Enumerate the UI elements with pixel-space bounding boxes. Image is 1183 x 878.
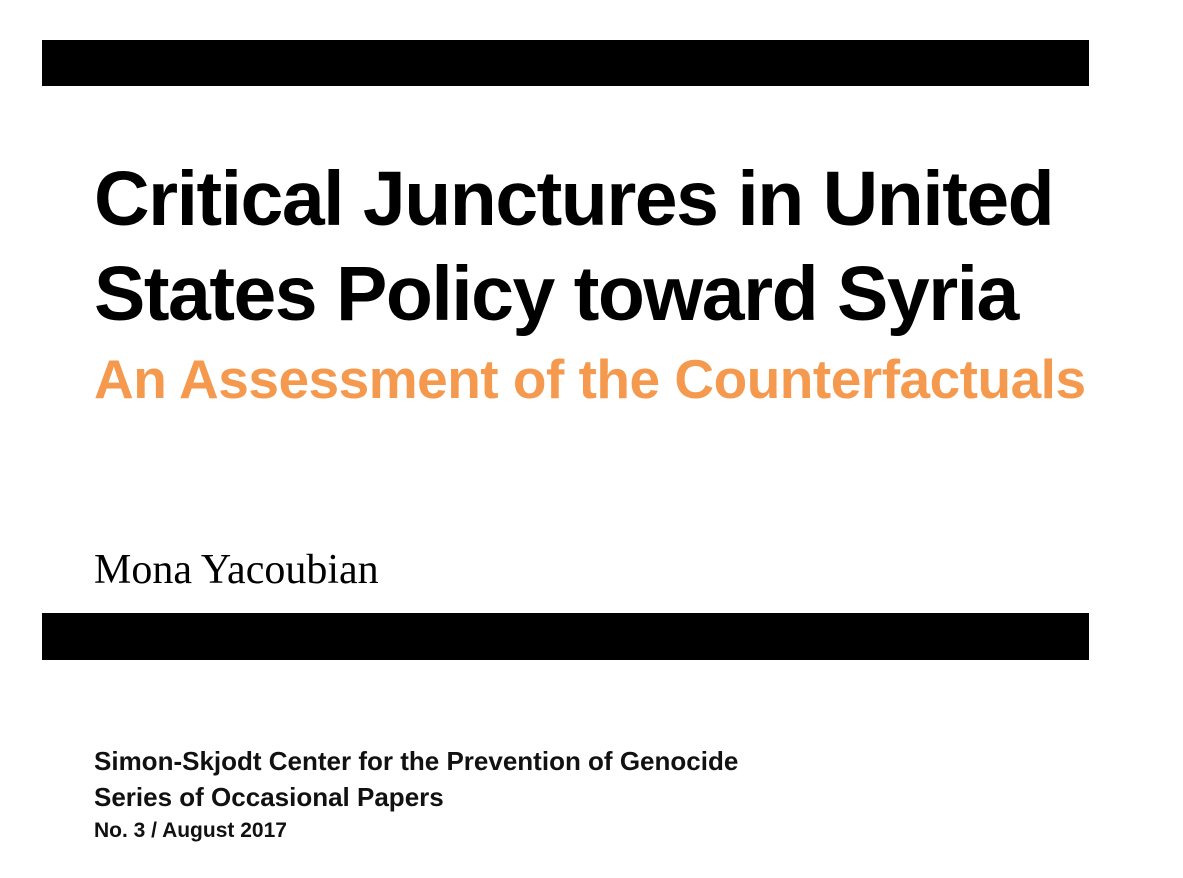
document-subtitle: An Assessment of the Counterfactuals — [94, 348, 1086, 410]
series-organization: Simon-Skjodt Center for the Prevention of Genocide — [94, 746, 739, 776]
title-line-2: States Policy toward Syria — [94, 251, 1018, 337]
bottom-black-bar — [42, 613, 1089, 660]
author-name: Mona Yacoubian — [94, 547, 379, 593]
top-black-bar — [42, 40, 1089, 86]
series-name: Series of Occasional Papers — [94, 782, 444, 812]
title-line-1: Critical Junctures in United — [94, 156, 1054, 242]
document-title — [94, 152, 1053, 342]
series-issue: No. 3 / August 2017 — [94, 819, 287, 842]
series-info — [94, 743, 738, 847]
